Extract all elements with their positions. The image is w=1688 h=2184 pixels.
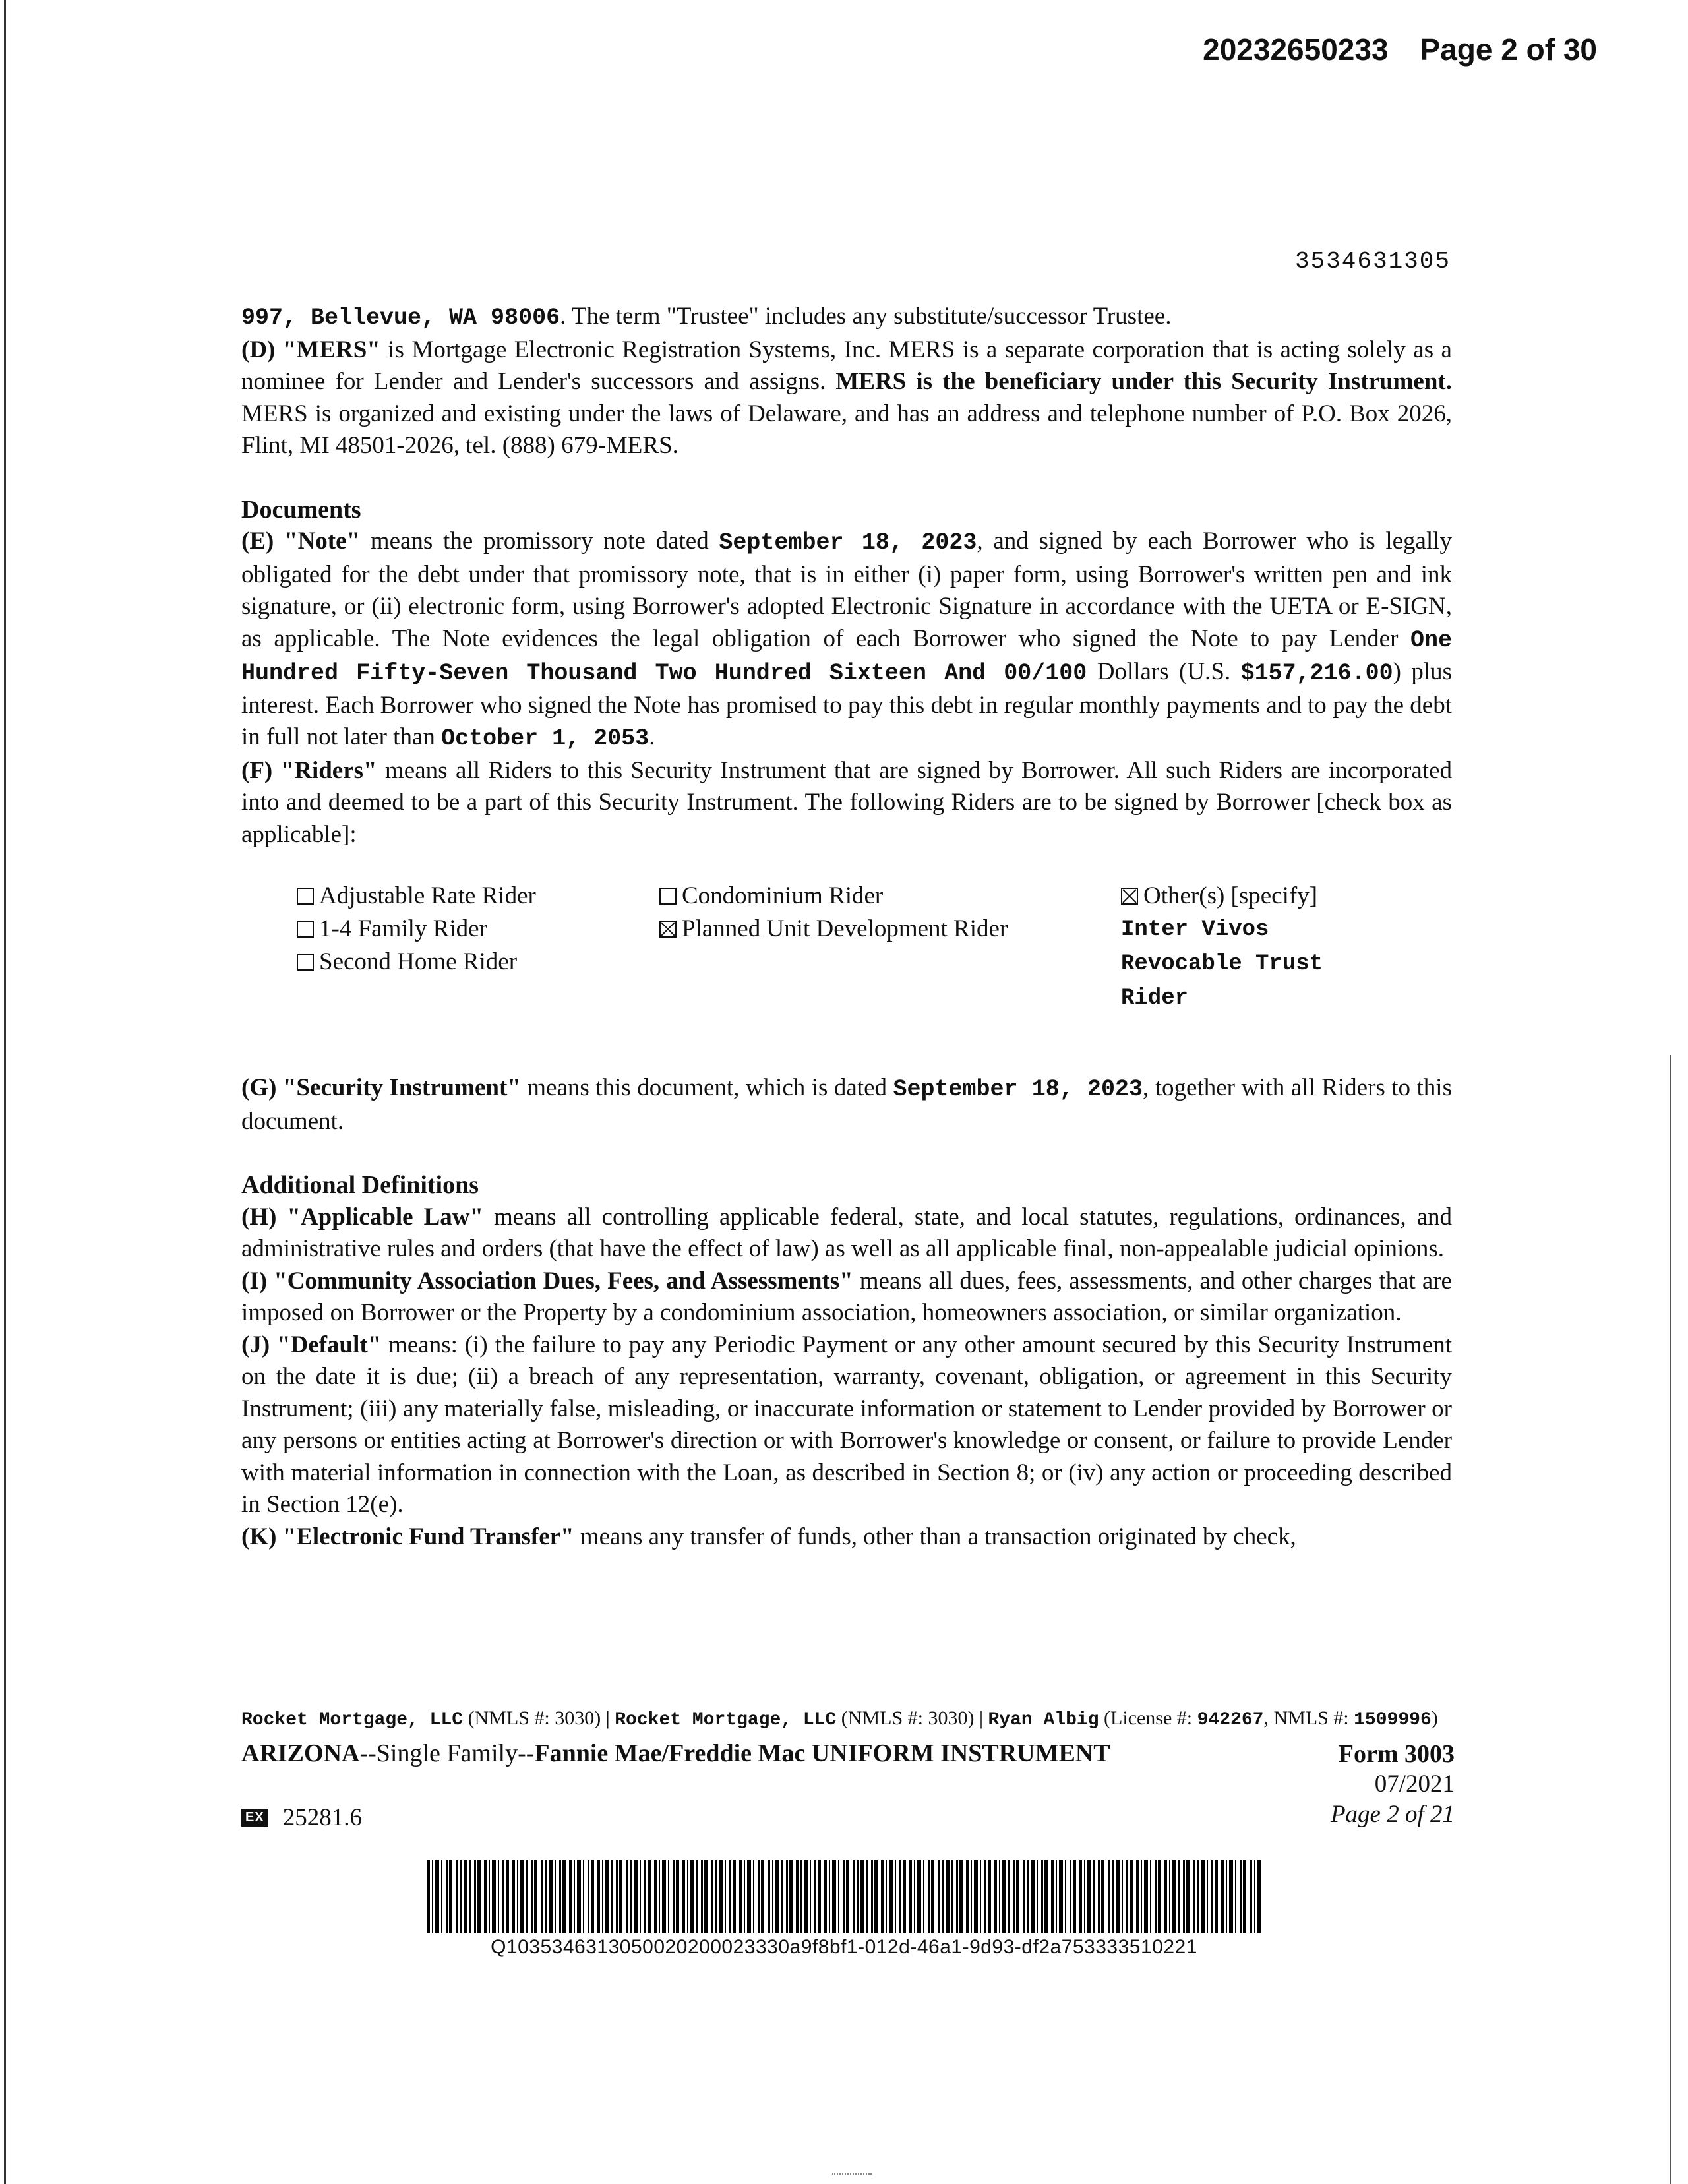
- definition-electronic-fund-transfer: (K) "Electronic Fund Transfer" means any transfer of funds, other than a transaction originated by check,: [241, 1523, 1296, 1550]
- form-number: Form 3003: [1338, 1740, 1455, 1768]
- trustee-continued: 997, Bellevue, WA 98006. The term "Trustee" includes any substitute/successor Trustee.: [241, 303, 1172, 331]
- rider-other-specify-line-1: Inter Vivos: [1121, 917, 1269, 942]
- definition-label: (E) "Note": [241, 528, 361, 555]
- loan-amount-words: One Hundred Fifty-Seven Thousand Two Hundred Sixteen And 00/100: [241, 626, 1452, 686]
- form-info: [1331, 1739, 1455, 1830]
- loan-amount: $157,216.00: [1240, 660, 1393, 686]
- page-footer: [241, 1705, 1455, 1831]
- rider-condominium: Condominium Rider: [659, 880, 1008, 913]
- rider-1-4-family: 1-4 Family Rider: [297, 913, 536, 946]
- definition-community-association: (I) "Community Association Dues, Fees, and Assessments" means all dues, fees, assessments, and other charges that are imposed on Borrower or the Property by a condominium association, homeowners association, or similar organization.: [241, 1267, 1452, 1326]
- definition-riders: (F) "Riders" means all Riders to this Security Instrument that are signed by Borrower. All such Riders are incorporated into and deemed to be a part of this Security Instrument. The following Riders are to be signed by Borrower [check box as applicable]:: [241, 756, 1452, 848]
- rider-second-home: Second Home Rider: [297, 946, 536, 979]
- checkbox-unchecked-icon: [297, 954, 314, 971]
- scan-edge-right: [1670, 1055, 1671, 2184]
- rider-other-specify-line-3: Rider: [1121, 986, 1189, 1011]
- rider-other: Other(s) [specify]: [1121, 880, 1323, 913]
- checkbox-unchecked-icon: [659, 888, 677, 905]
- instrument-title: ARIZONA--Single Family--Fannie Mae/Freddie Mac UNIFORM INSTRUMENT: [241, 1740, 1110, 1767]
- definition-mers: (D) "MERS" is Mortgage Electronic Registration Systems, Inc. MERS is a separate corporation that is acting solely as a nominee for Lender and Lender's successors and assigns. MERS is the beneficiary under this Security Instrument. MERS is organized and existing under the laws of Delaware, and has an address and telephone number of P.O. Box 2026, Flint, MI 48501-2026, tel. (888) 679-MERS.: [241, 336, 1452, 459]
- riders-checklist: [241, 880, 1452, 1052]
- document-body: [241, 301, 1452, 1553]
- checkbox-unchecked-icon: [297, 921, 314, 938]
- document-code: EX 25281.6: [241, 1804, 362, 1832]
- checkbox-unchecked-icon: [297, 888, 314, 905]
- definition-label: (J) "Default": [241, 1331, 382, 1358]
- section-heading-documents: Documents: [241, 495, 361, 524]
- checkbox-checked-icon: [659, 921, 677, 938]
- recording-number: 20232650233: [1203, 32, 1389, 67]
- rider-planned-unit-development: Planned Unit Development Rider: [659, 913, 1008, 946]
- loan-number: 3534631305: [1294, 248, 1451, 275]
- scan-edge-left: [4, 0, 6, 2184]
- rider-other-specify-line-2: Revocable Trust: [1121, 952, 1323, 977]
- definition-security-instrument: (G) "Security Instrument" means this document, which is dated September 18, 2023, together with all Riders to this document.: [241, 1074, 1452, 1135]
- preparer-info: Rocket Mortgage, LLC (NMLS #: 3030) | Rocket Mortgage, LLC (NMLS #: 3030) | Ryan Albig (License #: 942267, NMLS #: 1509996): [241, 1707, 1438, 1730]
- barcode-text: Q1035346313050020200023330a9f8bf1-012d-46a1-9d93-df2a753333510221: [491, 1936, 1197, 1958]
- scan-mark: [832, 2173, 872, 2177]
- definition-label: (K) "Electronic Fund Transfer": [241, 1523, 574, 1550]
- definition-label: (I) "Community Association Dues, Fees, and Assessments": [241, 1267, 853, 1294]
- form-page: Page 2 of 21: [1330, 1801, 1455, 1828]
- note-date: September 18, 2023: [719, 530, 977, 556]
- definition-note: (E) "Note" means the promissory note dated September 18, 2023, and signed by each Borrower who is legally obligated for the debt under that promissory note, that is in either (i) paper form, using Borrower's written pen and ink signature, or (ii) electronic form, using Borrower's adopted Electronic Signature in accordance with the UETA or E-SIGN, as applicable. The Note evidences the legal obligation of each Borrower who signed the Note to pay Lender One Hundred Fifty-Seven Thousand Two Hundred Sixteen And 00/100 Dollars (U.S. $157,216.00) plus interest. Each Borrower who signed the Note has promised to pay this debt in regular monthly payments and to pay the debt in full not later than October 1, 2053.: [241, 528, 1453, 752]
- section-heading-additional-definitions: Additional Definitions: [241, 1171, 479, 1199]
- form-date: 07/2021: [1374, 1771, 1455, 1798]
- trustee-address: 997, Bellevue, WA 98006: [241, 305, 560, 331]
- barcode-icon: [427, 1860, 1261, 1933]
- recording-header: [1203, 32, 1597, 67]
- ex-logo-icon: EX: [241, 1809, 268, 1827]
- definition-applicable-law: (H) "Applicable Law" means all controlling applicable federal, state, and local statutes, regulations, ordinances, and administrative rules and orders (that have the effect of law) as well as all applicable final, non-appealable judicial opinions.: [241, 1203, 1452, 1262]
- definition-label: (D) "MERS": [241, 336, 380, 363]
- security-instrument-date: September 18, 2023: [893, 1076, 1143, 1103]
- barcode: [427, 1860, 1261, 1958]
- definition-label: (G) "Security Instrument": [241, 1074, 521, 1101]
- definition-label: (F) "Riders": [241, 756, 377, 784]
- checkbox-checked-icon: [1121, 888, 1138, 905]
- rider-adjustable-rate: Adjustable Rate Rider: [297, 880, 536, 913]
- recording-page: Page 2 of 30: [1420, 32, 1597, 67]
- maturity-date: October 1, 2053: [441, 725, 649, 752]
- definition-label: (H) "Applicable Law": [241, 1203, 484, 1230]
- definition-default: (J) "Default" means: (i) the failure to pay any Periodic Payment or any other amount secured by this Security Instrument on the date it is due; (ii) a breach of any representation, warranty, covenant, obligation, or agreement in this Security Instrument; (iii) any materially false, misleading, or inaccurate information or statement to Lender provided by Borrower or any persons or entities acting at Borrower's direction or with Borrower's knowledge or consent, or failure to provide Lender with material information in connection with the Loan, as described in Section 8; or (iv) any action or proceeding described in Section 12(e).: [241, 1331, 1452, 1518]
